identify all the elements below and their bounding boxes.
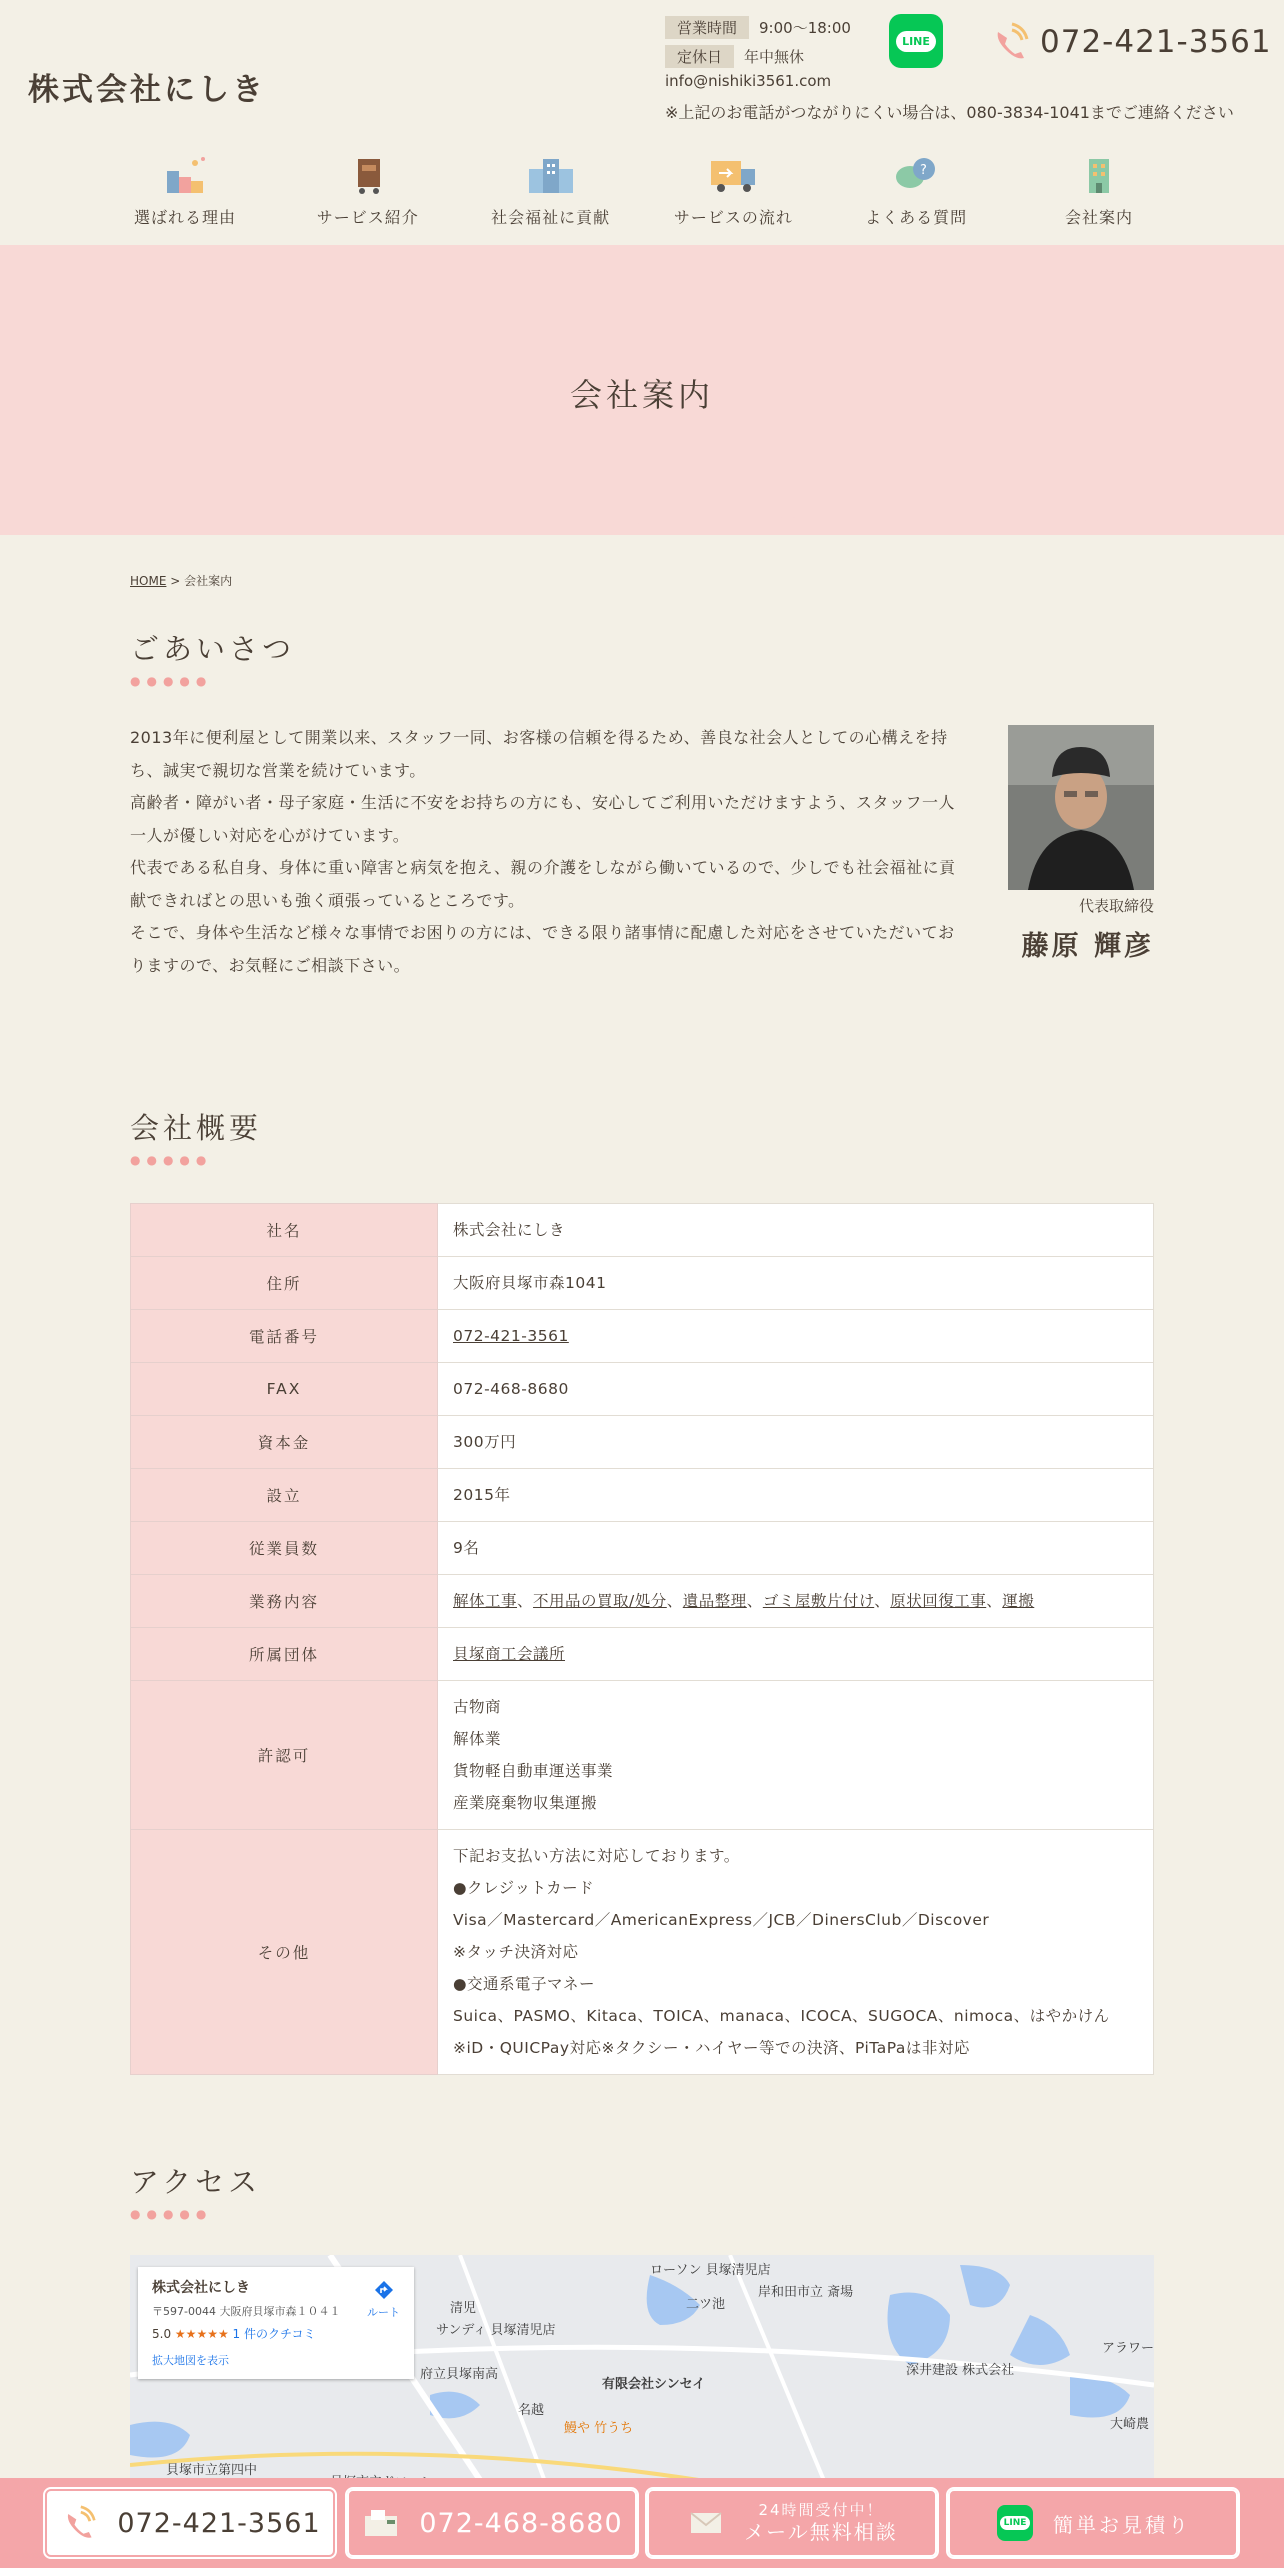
business-link[interactable]: 不用品の買取/処分 — [533, 1592, 667, 1610]
company-name-value: 株式会社にしき — [438, 1204, 1154, 1257]
employees-value: 9名 — [438, 1522, 1154, 1575]
footer-contact-bar — [0, 2478, 1284, 2568]
table-row — [131, 1575, 1154, 1628]
nav-item-flow[interactable] — [648, 155, 818, 228]
nav-item-reasons[interactable] — [100, 155, 270, 228]
footer-fax-number: 072-468-8680 — [419, 2507, 623, 2539]
nav-label: サービス紹介 — [316, 208, 419, 227]
row-label: その他 — [131, 1830, 438, 2075]
map-address: 〒597-0044 大阪府貝塚市森１０４１ — [152, 2305, 341, 2318]
table-row — [131, 1628, 1154, 1681]
row-label: 社名 — [131, 1204, 438, 1257]
table-row — [131, 1310, 1154, 1363]
founded-value: 2015年 — [438, 1469, 1154, 1522]
row-label: 住所 — [131, 1257, 438, 1310]
representative-name: 藤原 輝彦 — [1021, 931, 1154, 962]
row-label: 従業員数 — [131, 1522, 438, 1575]
nav-item-faq[interactable] — [831, 155, 1001, 228]
map-label: 大崎農 — [1110, 2417, 1150, 2432]
business-info — [665, 16, 851, 74]
medal-stack-icon — [155, 155, 215, 195]
footer-mail-button[interactable] — [647, 2489, 937, 2557]
question-bubble-icon — [886, 155, 946, 195]
row-label: 資本金 — [131, 1416, 438, 1469]
nav-label: よくある質問 — [865, 208, 968, 227]
business-link[interactable]: ゴミ屋敷片付け — [762, 1592, 875, 1610]
fax-value: 072-468-8680 — [438, 1363, 1154, 1416]
table-row — [131, 1363, 1154, 1416]
map-info-card — [138, 2267, 414, 2379]
map-reviews-link[interactable]: 1 件のクチコミ — [232, 2327, 316, 2341]
map-label: 岸和田市立 斎場 — [758, 2285, 854, 2300]
nav-label: 社会福祉に貢献 — [491, 208, 611, 227]
nav-item-welfare[interactable] — [466, 155, 636, 228]
phone-note: ※上記のお電話がつながりにくい場合は、080-3834-1041までご連絡ください — [665, 103, 1234, 122]
map-label: 二ツ池 — [686, 2297, 726, 2312]
hero-wave — [0, 505, 1284, 545]
map-label: 清児 — [450, 2301, 477, 2316]
footer-line-label: 簡単お見積り — [1053, 2512, 1191, 2537]
google-map[interactable] — [130, 2255, 1154, 2495]
table-row — [131, 1416, 1154, 1469]
footer-tel-number: 072-421-3561 — [117, 2507, 321, 2539]
greeting-title: ごあいさつ — [130, 632, 296, 666]
footer-line-button[interactable] — [948, 2489, 1238, 2557]
address-value: 大阪府貝塚市森1041 — [438, 1257, 1154, 1310]
line-icon: LINE — [896, 31, 936, 52]
mail-button-line2: メール無料相談 — [744, 2519, 898, 2544]
license-list: 古物商 解体業 貨物軽自動車運送事業 産業廃棄物収集運搬 — [438, 1681, 1154, 1830]
page-title: 会社案内 — [569, 376, 714, 414]
map-label: 名越 — [518, 2403, 545, 2418]
directions-icon — [373, 2279, 395, 2301]
access-title: アクセス — [130, 2165, 262, 2199]
nav-label: 選ばれる理由 — [133, 208, 236, 227]
fax-icon — [363, 2508, 399, 2538]
title-dots: ●●●●● — [130, 674, 213, 688]
phone-link[interactable]: 072-421-3561 — [453, 1327, 569, 1345]
nav-item-services[interactable] — [283, 155, 453, 228]
holiday-value: 年中無休 — [744, 48, 805, 66]
map-label: サンディ 貝塚清児店 — [436, 2323, 556, 2338]
association-link[interactable]: 貝塚商工会議所 — [453, 1645, 566, 1663]
svg-text:?: ? — [920, 163, 929, 178]
nav-item-company[interactable] — [1014, 155, 1184, 228]
phone-icon — [990, 22, 1030, 62]
hours-label: 営業時間 — [665, 16, 749, 39]
map-rating: 5.0 ★★★★★ 1 件のクチコミ — [152, 2327, 316, 2341]
email-link[interactable]: info@nishiki3561.com — [665, 72, 832, 90]
breadcrumb-separator: > — [170, 574, 181, 588]
map-enlarge-link[interactable]: 拡大地図を表示 — [152, 2354, 229, 2367]
rating-stars-icon: ★★★★★ — [174, 2327, 229, 2341]
mail-button-line1: 24時間受付中！ — [758, 2501, 884, 2520]
title-dots: ●●●●● — [130, 2207, 213, 2221]
row-label: 所属団体 — [131, 1628, 438, 1681]
building-icon — [521, 155, 581, 195]
map-label: 府立貝塚南高 — [420, 2367, 499, 2382]
payment-info: 下記お支払い方法に対応しております。 ●クレジットカード Visa／Mastercard／AmericanExpress／JCB／DinersClub／Discover ※タッチ決済対応 ●交通系電子マネー Suica、PASMO、Kitaca、TOICA、manaca、ICOCA、SUGOCA、nimoca、はやかけん ※iD・QUICPay対応※タクシー・ハイヤー等での決済、PiTaPaは非対応 — [438, 1830, 1154, 2075]
representative-role: 代表取締役 — [1078, 897, 1154, 915]
greeting-text — [130, 722, 970, 982]
company-overview-table — [130, 1203, 1154, 2075]
cart-box-icon — [338, 155, 398, 195]
phone-icon — [61, 2505, 97, 2541]
hours-value: 9:00～18:00 — [759, 19, 851, 37]
breadcrumb — [130, 572, 232, 589]
nav-label: 会社案内 — [1064, 208, 1133, 227]
footer-fax-button[interactable] — [347, 2489, 637, 2557]
business-links: 解体工事、不用品の買取/処分、遺品整理、ゴミ屋敷片付け、原状回復工事、運搬 — [438, 1575, 1154, 1628]
header-phone-number: 072-421-3561 — [1040, 24, 1272, 60]
table-row — [131, 1830, 1154, 2075]
site-header — [0, 0, 1284, 245]
business-link[interactable]: 原状回復工事 — [890, 1592, 987, 1610]
map-label: 貝塚市立第四中 — [166, 2463, 258, 2478]
table-row — [131, 1681, 1154, 1830]
holiday-label: 定休日 — [665, 45, 734, 68]
business-link[interactable]: 解体工事 — [453, 1592, 518, 1610]
map-label: ローソン 貝塚清児店 — [650, 2263, 771, 2278]
line-icon: LINE — [997, 2505, 1033, 2541]
map-place-name: 株式会社にしき — [152, 2280, 250, 2296]
nav-label: サービスの流れ — [673, 208, 793, 227]
footer-tel-button[interactable] — [45, 2489, 335, 2557]
row-label: 許認可 — [131, 1681, 438, 1830]
row-label: 設立 — [131, 1469, 438, 1522]
row-label: FAX — [131, 1363, 438, 1416]
map-route-button[interactable]: ルート — [367, 2279, 400, 2320]
breadcrumb-home-link[interactable]: HOME — [130, 574, 167, 588]
capital-value: 300万円 — [438, 1416, 1154, 1469]
table-row — [131, 1522, 1154, 1575]
greeting-paragraph: そこで、身体や生活など様々な事情でお困りの方には、できる限り諸事情に配慮した対応をさせていただいておりますので、お気軽にご相談下さい。 — [130, 923, 955, 975]
representative-photo — [1008, 725, 1154, 890]
row-label: 電話番号 — [131, 1310, 438, 1363]
business-link[interactable]: 遺品整理 — [682, 1592, 747, 1610]
header-phone[interactable] — [990, 22, 1272, 62]
main-nav — [100, 155, 1184, 228]
table-row — [131, 1204, 1154, 1257]
title-dots: ●●●●● — [130, 1153, 213, 1167]
site-logo[interactable]: 株式会社にしき — [28, 72, 266, 108]
map-label: 深井建設 株式会社 — [906, 2363, 1015, 2378]
table-row — [131, 1469, 1154, 1522]
map-label: 鰻や 竹うち — [564, 2421, 634, 2436]
map-label: アラワー — [1102, 2341, 1154, 2356]
office-icon — [1069, 155, 1129, 195]
truck-icon — [703, 155, 763, 195]
greeting-paragraph: 代表である私自身、身体に重い障害と病気を抱え、親の介護をしながら働いているので、少しでも社会福祉に貢献できればとの思いも強く頑張っているところです。 — [130, 858, 956, 910]
mail-icon — [690, 2512, 722, 2534]
line-button[interactable] — [889, 14, 943, 68]
overview-title: 会社概要 — [130, 1111, 263, 1145]
greeting-paragraph: 高齢者・障がい者・母子家庭・生活に不安をお持ちの方にも、安心してご利用いただけますよう、スタッフ一人一人が優しい対応を心がけています。 — [130, 793, 956, 845]
business-link[interactable]: 運搬 — [1002, 1592, 1035, 1610]
page-hero — [0, 245, 1284, 535]
row-label: 業務内容 — [131, 1575, 438, 1628]
table-row — [131, 1257, 1154, 1310]
breadcrumb-current: 会社案内 — [184, 574, 233, 588]
greeting-paragraph: 2013年に便利屋として開業以来、スタッフ一同、お客様の信頼を得るため、善良な社会人としての心構えを持ち、誠実で親切な営業を続けています。 — [130, 728, 948, 780]
map-label: 有限会社シンセイ — [602, 2377, 706, 2392]
